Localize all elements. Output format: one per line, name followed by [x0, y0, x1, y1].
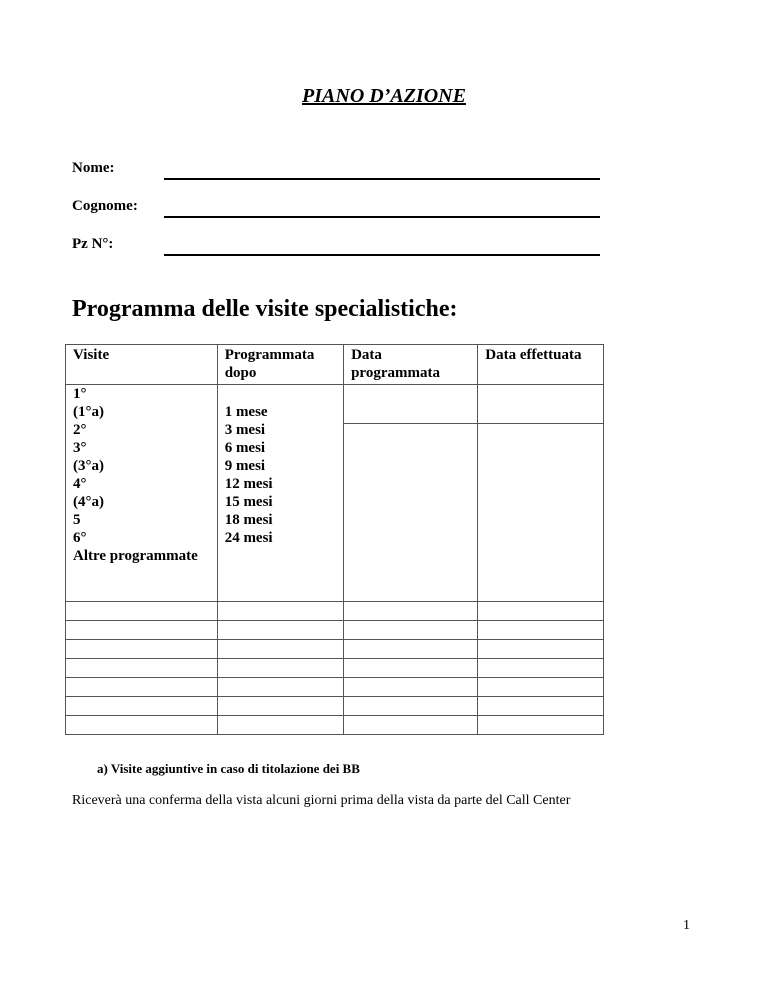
visit-label: 2°: [73, 422, 87, 438]
empty-cell[interactable]: [344, 659, 478, 678]
field-pz: [72, 236, 164, 253]
data-programmata-cell: [344, 385, 478, 602]
visit-label: 5: [73, 512, 81, 528]
visit-label: (3°a): [73, 458, 104, 474]
visit-label: 6°: [73, 530, 87, 546]
empty-cell[interactable]: [217, 621, 343, 640]
empty-cell[interactable]: [217, 602, 343, 621]
empty-cell[interactable]: [66, 659, 218, 678]
interval-label: 12 mesi: [224, 476, 273, 492]
empty-cell[interactable]: [66, 621, 218, 640]
empty-cell[interactable]: [344, 640, 478, 659]
interval-label: 15 mesi: [224, 494, 273, 510]
visit-label: 4°: [73, 476, 87, 492]
field-cognome: [72, 198, 164, 215]
field-label: Pz N°:: [72, 236, 114, 252]
pz-input-line[interactable]: [164, 236, 600, 256]
visit-label: 3°: [73, 440, 87, 456]
empty-cell[interactable]: [478, 678, 604, 697]
empty-cell[interactable]: [478, 697, 604, 716]
interval-label: 24 mesi: [224, 530, 273, 546]
interval-label: 9 mesi: [224, 458, 266, 474]
empty-cell[interactable]: [66, 640, 218, 659]
visit-label: Altre programmate: [73, 548, 198, 564]
data-effettuata-cell: [478, 385, 604, 602]
empty-cell[interactable]: [217, 640, 343, 659]
empty-cell[interactable]: [344, 621, 478, 640]
header-data-programmata: Data programmata: [344, 345, 478, 385]
field-label: Cognome:: [72, 198, 138, 214]
visit-label: (4°a): [73, 494, 104, 510]
visit-label: (1°a): [73, 404, 104, 420]
empty-cell[interactable]: [217, 716, 343, 735]
header-programmata: Programmata dopo: [217, 345, 343, 385]
empty-cell[interactable]: [478, 640, 604, 659]
nome-input-line[interactable]: [164, 160, 600, 180]
empty-cell[interactable]: [478, 716, 604, 735]
programmata-cell: [217, 385, 343, 602]
empty-cell[interactable]: [217, 659, 343, 678]
empty-cell[interactable]: [66, 602, 218, 621]
interval-label: 18 mesi: [224, 512, 273, 528]
empty-cell[interactable]: [217, 678, 343, 697]
field-label: Nome:: [72, 160, 115, 176]
empty-cell[interactable]: [344, 697, 478, 716]
section-heading: Programma delle visite specialistiche:: [72, 296, 458, 322]
visits-table: [65, 344, 604, 735]
empty-cell[interactable]: [344, 602, 478, 621]
empty-cell[interactable]: [217, 697, 343, 716]
header-visite: Visite: [66, 345, 218, 385]
header-data-effettuata: Data effettuata: [478, 345, 604, 385]
interval-label: 1 mese: [224, 404, 268, 420]
field-nome: [72, 160, 164, 177]
empty-cell[interactable]: [66, 716, 218, 735]
interval-label: 3 mesi: [224, 422, 266, 438]
empty-cell[interactable]: [478, 621, 604, 640]
empty-cell[interactable]: [66, 697, 218, 716]
empty-cell[interactable]: [66, 678, 218, 697]
cognome-input-line[interactable]: [164, 198, 600, 218]
empty-cell[interactable]: [344, 678, 478, 697]
confirmation-paragraph: Riceverà una conferma della vista alcuni giorni prima della vista da parte del Call Center: [72, 793, 571, 808]
note-additional-visits: a) Visite aggiuntive in caso di titolazione dei BB: [97, 761, 360, 776]
empty-cell[interactable]: [478, 602, 604, 621]
page-title: PIANO D’AZIONE: [302, 85, 466, 107]
interval-label: 6 mesi: [224, 440, 266, 456]
empty-cell[interactable]: [478, 659, 604, 678]
visit-label: 1°: [73, 386, 87, 402]
visite-cell: [66, 385, 218, 602]
page-number: 1: [683, 918, 690, 933]
empty-cell[interactable]: [344, 716, 478, 735]
